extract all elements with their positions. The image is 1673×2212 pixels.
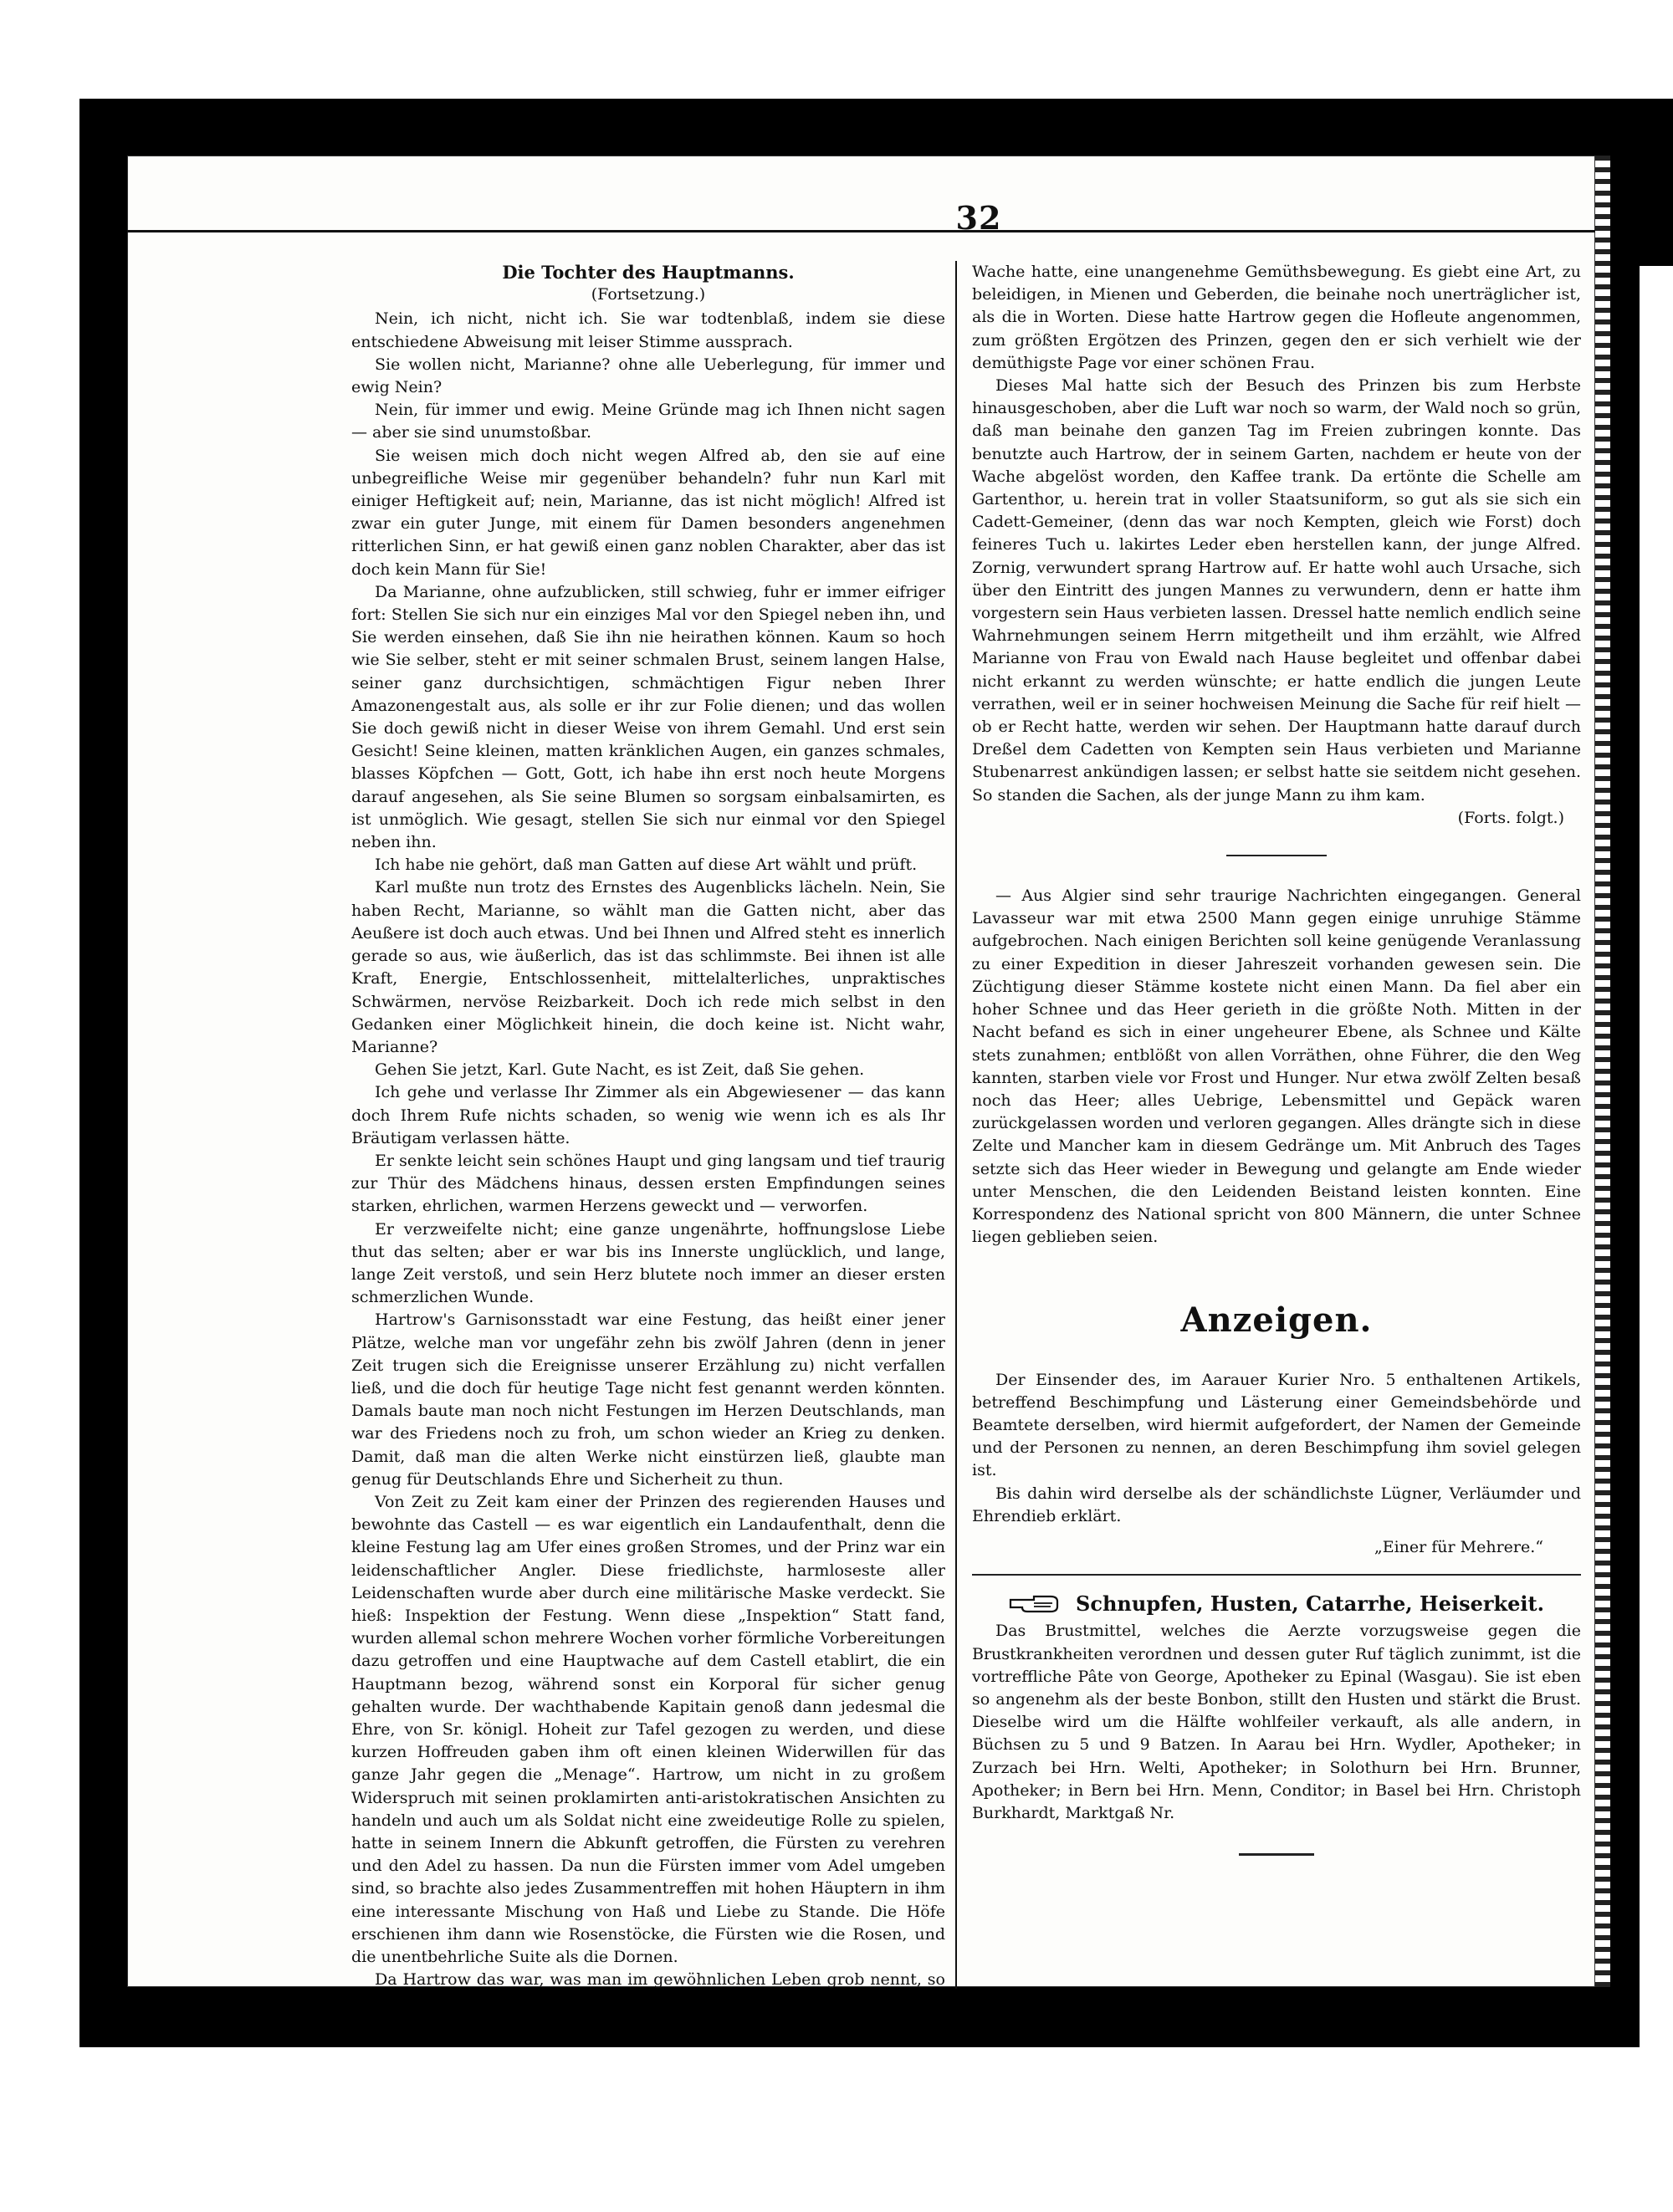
product-heading: Schnupfen, Husten, Catarrhe, Heiserkeit. (1076, 1591, 1544, 1617)
story-paragraph: Er senkte leicht sein schönes Haupt und ging langsam und tief traurig zur Thür des Mädchens hinaus, dessen ersten Empfindungen seines starken, ehrlichen, warmen Herzens geweckt und — verworfen. (351, 1151, 945, 1216)
left-column (351, 261, 945, 2015)
column-divider (955, 261, 957, 1996)
header-rule (127, 230, 1595, 232)
story-paragraph: Da Hartrow das war, was man im gewöhnlichen Leben grob nennt, so (375, 1970, 945, 1990)
story-paragraph: Nein, ich nicht, nicht ich. Sie war todtenblaß, indem sie diese entschiedene Abweisung mit leiser Stimme aussprach. (351, 309, 945, 351)
story-subtitle: (Fortsetzung.) (591, 285, 706, 304)
story-paragraph: Ich habe nie gehört, daß man Gatten auf diese Art wählt und prüft. (375, 856, 918, 875)
notice-text-2: Bis dahin wird derselbe als der schändlichste Lügner, Verläumder und Ehrendieb erklärt. (972, 1484, 1581, 1525)
notice-signature: „Einer für Mehrere.“ (1374, 1537, 1543, 1556)
story-paragraph: Sie wollen nicht, Marianne? ohne alle Ueberlegung, für immer und ewig Nein? (351, 355, 945, 397)
story-paragraph: Gehen Sie jetzt, Karl. Gute Nacht, es ist Zeit, daß Sie gehen. (375, 1060, 865, 1080)
product-text: Das Brustmittel, welches die Aerzte vorzugsweise gegen die Brustkrankheiten verordnen und dessen guter Ruf täglich zunimmt, ist die vortreffliche Pâte von George, Apotheker zu Epinal (Wasgau). Sie ist eben so angenehm als der beste Bonbon, stillt den Husten und stärkt die Brust. Dieselbe wird um die Hälfte wohlfeiler verkauft, als alle andern, in Büchsen zu 5 und 9 Batzen. In Aarau bei Hrn. Wydler, Apotheker; in Zurzach bei Hrn. Welti, Apotheker; in Solothurn bei Hrn. Brunner, Apotheker; in Bern bei Hrn. Menn, Conditor; in Basel bei Hrn. Christoph Burkhardt, Marktgaß Nr. (972, 1622, 1581, 1822)
end-rule (1239, 1853, 1314, 1856)
ads-heading: Anzeigen. (1180, 1300, 1373, 1341)
notice-text: Der Einsender des, im Aarauer Kurier Nro. 5 enthaltenen Artikels, betreffend Beschimpfung und Lästerung einer Gemeindsbehörde und Beamtete derselben, wird hiermit aufgefordert, der Namen der Gemeinde und der Personen zu nennen, an deren Beschimpfung ihm soviel gelegen ist. (972, 1370, 1581, 1480)
story-continuation: Dieses Mal hatte sich der Besuch des Prinzen bis zum Herbste hinausgeschoben, aber die Luft war noch so warm, der Wald noch so grün, daß man beinahe den ganzen Tag im Freien zubringen konnte. Das benutzte auch Hartrow, der in seinem Garten, nachdem er heute von der Wache abgelöst worden, den Kaffee trank. Da ertönte die Schelle am Gartenthor, u. herein trat in voller Staatsuniform, so gut als sie sich ein Cadett-Gemeiner, (denn das war noch Kempten, gleich wie Forst) doch feineres Tuch u. lakirtes Leder eben herstellen kann, der junge Alfred. Zornig, verwundert sprang Hartrow auf. Er hatte wohl auch Ursache, sich über den Eintritt des jungen Mannes zu verwundern, denn er hatte ihm vorgestern sein Haus verbieten lassen. Dressel hatte nemlich endlich seine Wahrnehmungen seinem Herrn mitgetheilt und ihm erzählt, wie Alfred Marianne von Frau von Ewald nach Hause begleitet und offenbar dabei nicht erkannt zu werden wünschte; er hatte endlich die jungen Leute verrathen, weil er in seiner hochweisen Meinung die Sache für reif hielt — ob er Recht hatte, werden wir sehen. Der Hauptmann hatte darauf durch Dreßel dem Cadetten von Kempten sein Haus verbieten und Marianne Stubenarrest ankündigen lassen; er selbst hatte sie seitdem nicht gesehen. So standen die Sachen, als der junge Mann zu ihm kam. (972, 376, 1581, 805)
story-title: Die Tochter des Hauptmanns. (502, 262, 795, 283)
story-paragraph: Da Marianne, ohne aufzublicken, still schwieg, fuhr er immer eifriger fort: Stellen Sie sich nur ein einziges Mal vor den Spiegel neben ihn, und Sie werden einsehen, daß Sie ihn nie heirathen können. Kaum so hoch wie Sie selber, steht er mit seiner schmalen Brust, seinem langen Halse, seiner ganz durchsichtigen, schmächtigen Figur neben Ihrer Amazonengestalt aus, als solle er ihr zur Folie dienen; und das wollen Sie doch gewiß nicht in dieser Weise von ihrem Gemahl. Und erst sein Gesicht! Seine kleinen, matten kränklichen Augen, ein ganzes schmales, blasses Köpfchen — Gott, Gott, ich habe ihn erst noch heute Morgens darauf angesehen, als Sie seine Blumen so sorgsam einbalsamirten, es ist unmöglich. Wie gesagt, stellen Sie sich nur einmal vor den Spiegel neben ihn. (351, 582, 945, 852)
product-heading-row (972, 1592, 1581, 1615)
story-paragraph: Ich gehe und verlasse Ihr Zimmer als ein Abgewiesener — das kann doch Ihrem Rufe nichts schaden, so wenig wie wenn ich es als Ihr Bräutigam verlassen hätte. (351, 1083, 945, 1147)
page-binding-edge (1595, 156, 1610, 1987)
right-column (972, 261, 1581, 1856)
story-paragraph: Nein, für immer und ewig. Meine Gründe mag ich Ihnen nicht sagen — aber sie sind unumstoßbar. (351, 401, 945, 442)
story-continuation: Wache hatte, eine unangenehme Gemüthsbewegung. Es giebt eine Art, zu beleidigen, in Mienen und Geberden, die beinahe noch unerträglicher ist, als die in Worten. Diese hatte Hartrow gegen die Hofleute angenommen, zum größten Ergötzen des Prinzen, gegen den er sich verhielt wie der demüthigste Page vor einer schönen Frau. (972, 263, 1581, 372)
page-number: 32 (955, 199, 1002, 237)
story-paragraph: Karl mußte nun trotz des Ernstes des Augenblicks lächeln. Nein, Sie haben Recht, Marianne, so wählt man die Gatten nicht, aber das Aeußere ist doch auch etwas. Und bei Ihnen und Alfred steht es innerlich gerade so aus, wie äußerlich, das ist das schlimmste. Bei ihnen ist alle Kraft, Energie, Entschlossenheit, mittelalterliches, unpraktisches Schwärmen, nervöse Reizbarkeit. Doch ich rede mich selbst in den Gedanken einer Möglichkeit hinein, die doch keine ist. Nicht wahr, Marianne? (351, 878, 945, 1056)
scan-bottom-border (79, 1989, 1640, 2047)
story-paragraph: Hartrow's Garnisonsstadt war eine Festung, das heißt einer jener Plätze, welche man vor ungefähr zehn bis zwölf Jahren (denn in jener Zeit trugen sich die Ereignisse unserer Erzählung zu) nicht verfallen ließ, und die doch für heutige Tage nicht fest genannt werden könnten. Damals baute man noch nicht Festungen im Herzen Deutschlands, man war des Friedens noch zu froh, um schon wieder an Krieg zu denken. Damit, daß man die alten Werke nicht einstürzen ließ, glaubte man genug für Deutschlands Ehre und Sicherheit zu thun. (351, 1310, 945, 1489)
section-divider (1226, 855, 1327, 856)
continued-note: (Forts. folgt.) (1457, 808, 1564, 827)
ad-divider (972, 1574, 1581, 1576)
pointing-hand-icon (1009, 1593, 1061, 1615)
news-item: — Aus Algier sind sehr traurige Nachrichten eingegangen. General Lavasseur war mit etwa 2500 Mann gegen einige unruhige Stämme aufgebrochen. Nach einigen Berichten soll keine genügende Veranlassung zu einer Expedition in dieser Jahreszeit vorhanden gewesen sein. Die Züchtigung dieser Stämme kostete nicht einen Mann. Da fiel aber ein hoher Schnee und das Heer gerieth in die größte Noth. Mitten in der Nacht befand es sich in einer ungeheurer Ebene, als Schnee und Kälte stets zunahmen; entblößt von allen Vorräthen, ohne Führer, die den Weg kannten, starben viele vor Frost und Hunger. Nur etwa zwölf Zelten besaß noch das Heer; alles Uebrige, Lebensmittel und Gepäck waren zurückgelassen worden und verloren gegangen. Alles drängte sich in diese Zelte und Mancher kam in diesem Gedränge um. Mit Anbruch des Tages setzte sich das Heer wieder in Bewegung und gelangte am Ende wieder unter Menschen, die den Leidenden Beistand leisten konnten. Eine Korrespondenz des National spricht von 800 Männern, die unter Schnee liegen geblieben seien. (972, 886, 1581, 1247)
story-paragraph: Von Zeit zu Zeit kam einer der Prinzen des regierenden Hauses und bewohnte das Castell — es war eigentlich ein Landaufenthalt, denn die kleine Festung lag am Ufer eines großen Stromes, und der Prinz war ein leidenschaftlicher Angler. Diese friedlichste, harmloseste aller Leidenschaften wurde aber durch eine militärische Maske verdeckt. Sie hieß: Inspektion der Festung. Wenn diese „Inspektion“ Statt fand, wurden allemal schon mehrere Wochen vorher förmliche Vorbereitungen dazu getroffen und eine Hauptwache auf dem Castell etablirt, die ein Hauptmann bezog, während sonst ein Korporal für sicher genug gehalten wurde. Der wachthabende Kapitain genoß dann jedesmal die Ehre, von Sr. königl. Hoheit zur Tafel gezogen zu werden, und diese kurzen Hoffreuden gaben ihm oft einen kleinen Widerwillen für das ganze Jahr gegen die „Menage“. Hartrow, um nicht in zu großem Widerspruch mit seinen proklamirten anti-aristokratischen Ansichten zu handeln und auch um als Soldat nicht eine zweideutige Rolle zu spielen, hatte in seinem Innern die Abkunft getroffen, die Fürsten zu verehren und den Adel zu hassen. Da nun die Fürsten immer vom Adel umgeben sind, so brachte also jedes Zusammentreffen mit hohen Häuptern in ihm eine interessante Mischung von Haß und Liebe zu Stande. Die Höfe erschienen ihm dann wie Rosenstöcke, die Fürsten wie die Rosen, und die unentbehrliche Suite als die Dornen. (351, 1492, 945, 1967)
story-paragraph: Er verzweifelte nicht; eine ganze ungenährte, hoffnungslose Liebe thut das selten; aber er war bis ins Innerste unglücklich, und lange, lange Zeit verstoß, und sein Herz blutete noch immer an dieser ersten schmerzlichen Wunde. (351, 1219, 945, 1307)
story-paragraph: Sie weisen mich doch nicht wegen Alfred ab, den sie auf eine unbegreifliche Weise mir gegenüber behandeln? fuhr nun Karl mit einiger Heftigkeit auf; nein, Marianne, das ist nicht möglich! Alfred ist zwar ein guter Junge, mit einem für Damen besonders angenehmen ritterlichen Sinn, er hat gewiß einen ganz noblen Charakter, aber das ist doch kein Mann für Sie! (351, 446, 945, 579)
